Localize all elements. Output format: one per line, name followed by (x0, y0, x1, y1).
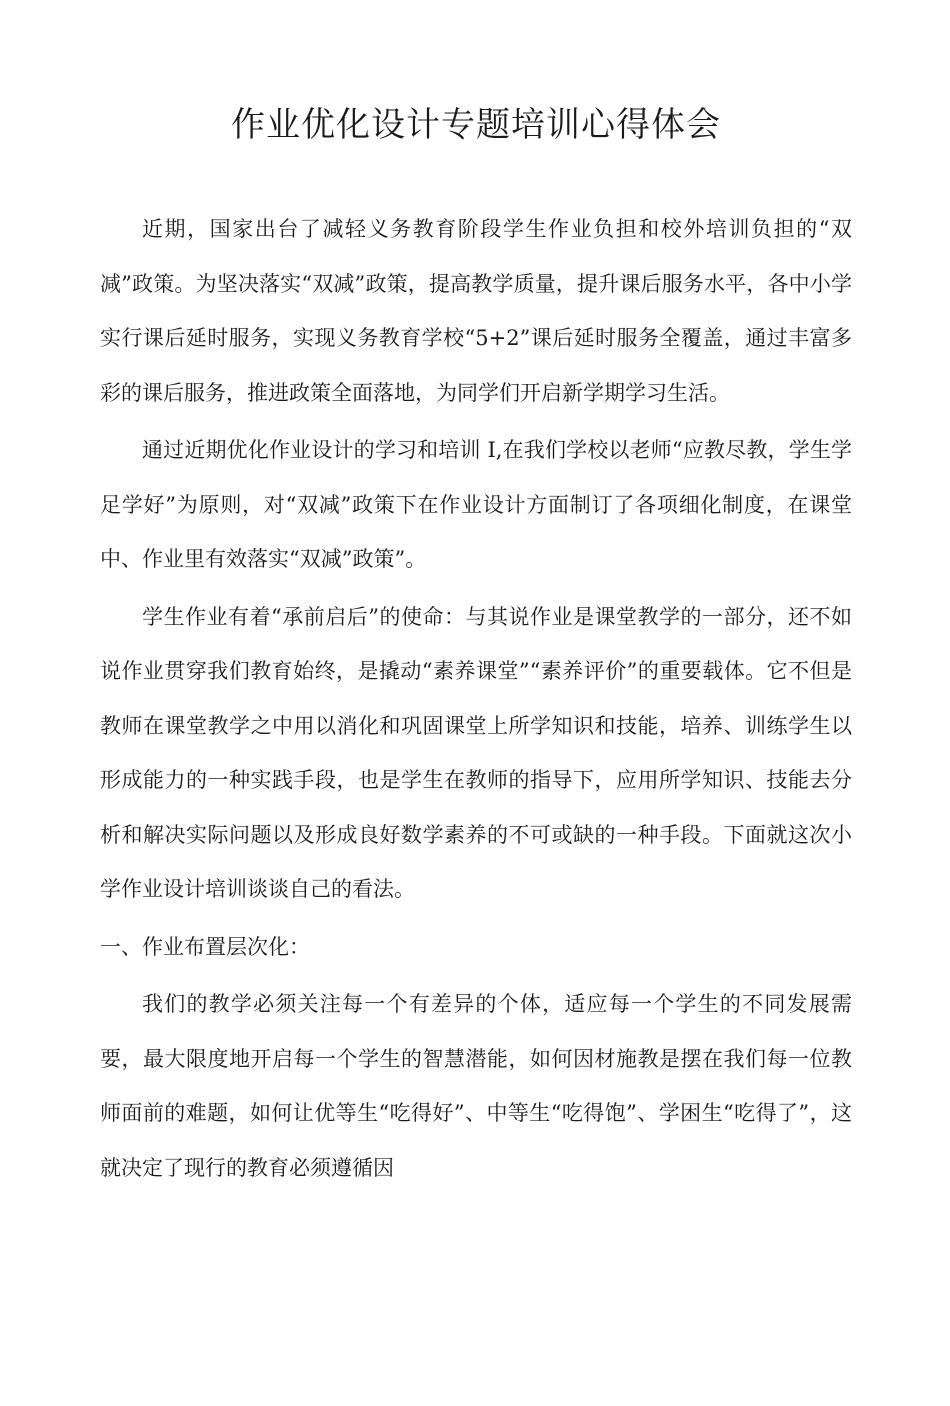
paragraph-3: 学生作业有着“承前启后”的使命：与其说作业是课堂教学的一部分，还不如说作业贯穿我们教育始终，是撬动“素养课堂”“素养评价”的重要载体。它不但是教师在课堂教学之中用以消化和巩固课堂上所学知识和技能，培养、训练学生以形成能力的一种实践手段，也是学生在教师的指导下，应用所学知识、技能去分析和解决实际问题以及形成良好数学素养的不可或缺的一种手段。下面就这次小学作业设计培训谈谈自己的看法。 (100, 604, 852, 901)
paragraph-2: 通过近期优化作业设计的学习和培训 I,在我们学校以老师“应教尽教，学生学足学好”为原则，对“双减”政策下在作业设计方面制订了各项细化制度，在课堂中、作业里有效落实“双减”政策”。 (100, 438, 852, 571)
document-body (100, 202, 852, 1195)
document-title: 作业优化设计专题培训心得体会 (231, 105, 721, 145)
paragraph-4: 我们的教学必须关注每一个有差异的个体，适应每一个学生的不同发展需要，最大限度地开启每一个学生的智慧潜能，如何因材施教是摆在我们每一位教师面前的难题，如何让优等生“吃得好”、中等生“吃得饱”、学困生“吃得了”，这就决定了现行的教育必须遵循因 (100, 992, 852, 1180)
document-page (100, 96, 852, 1198)
section-heading-1: 一、作业布置层次化： (100, 934, 310, 959)
paragraph-1: 近期，国家出台了减轻义务教育阶段学生作业负担和校外培训负担的“双减”政策。为坚决落实“双减”政策，提高教学质量，提升课后服务水平，各中小学实行课后延时服务，实现义务教育学校“5+2”课后延时服务全覆盖，通过丰富多彩的课后服务，推进政策全面落地，为同学们开启新学期学习生活。 (100, 217, 852, 405)
